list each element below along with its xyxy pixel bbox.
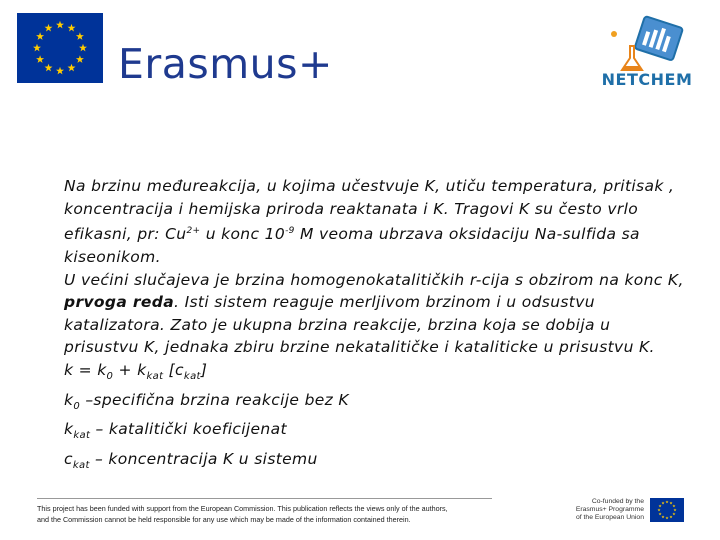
header [0,0,720,110]
rate-equation: $k = k_0 + k_{kat}$ $[c_{kat}]$ [64,360,208,382]
slide-body [64,175,684,478]
cofunded-label [568,498,644,522]
disclaimer-line-1: This project has been funded with support from the European Commission. This publication reflects the views only of the authors, [37,504,448,513]
eu-flag-icon [17,13,103,83]
eu-flag-small-icon [650,498,684,522]
netchem-label: NETCHEM [601,70,693,89]
cofunded-line-3: of the European Union [575,514,644,521]
footer-disclaimer [37,503,507,525]
definition-kkat: $k_{kat}$ – katalitički koeficijenat [64,420,287,442]
cofunded-line-1: Co-funded by the [591,498,644,505]
erasmus-plus-logo: Erasmus+ [118,40,333,88]
footer-divider [37,498,492,499]
definition-ckat: $c_{kat}$ – koncentracija K u sistemu [64,449,318,472]
paragraph-2: U većini slučajeva je brzina homogenokatalitičkih r-cija s obzirom na konc K, prvoga reda. Isti sistem reaguje merljivom brzinom i u odsustvu katalizatora. Zato je ukupna brzina reakcije, brzina koja se dobija u prisustvu K, jednaka zbiru brzine nekatalitičke i kataliticke u prisustvu K. [64,270,684,357]
definition-k0: $k_0$ –specifična brzina reakcije bez K [64,390,349,412]
paragraph-1: Na brzinu međureakcija, u kojima učestvuje K, utiču temperatura, pritisak , koncentracija i hemijska priroda reaktanata i K. Tragovi K su često vrlo efikasni, pr: $Cu^{2+}$ u konc $10^{-9}$ M veoma ubrzava oksidaciju Na-sulfida sa kiseonikom. [64,177,675,266]
disclaimer-line-2: and the Commission cannot be held responsible for any use which may be made of the information contained therein. [37,515,411,524]
cofunded-line-2: Erasmus+ Programme [575,506,644,513]
